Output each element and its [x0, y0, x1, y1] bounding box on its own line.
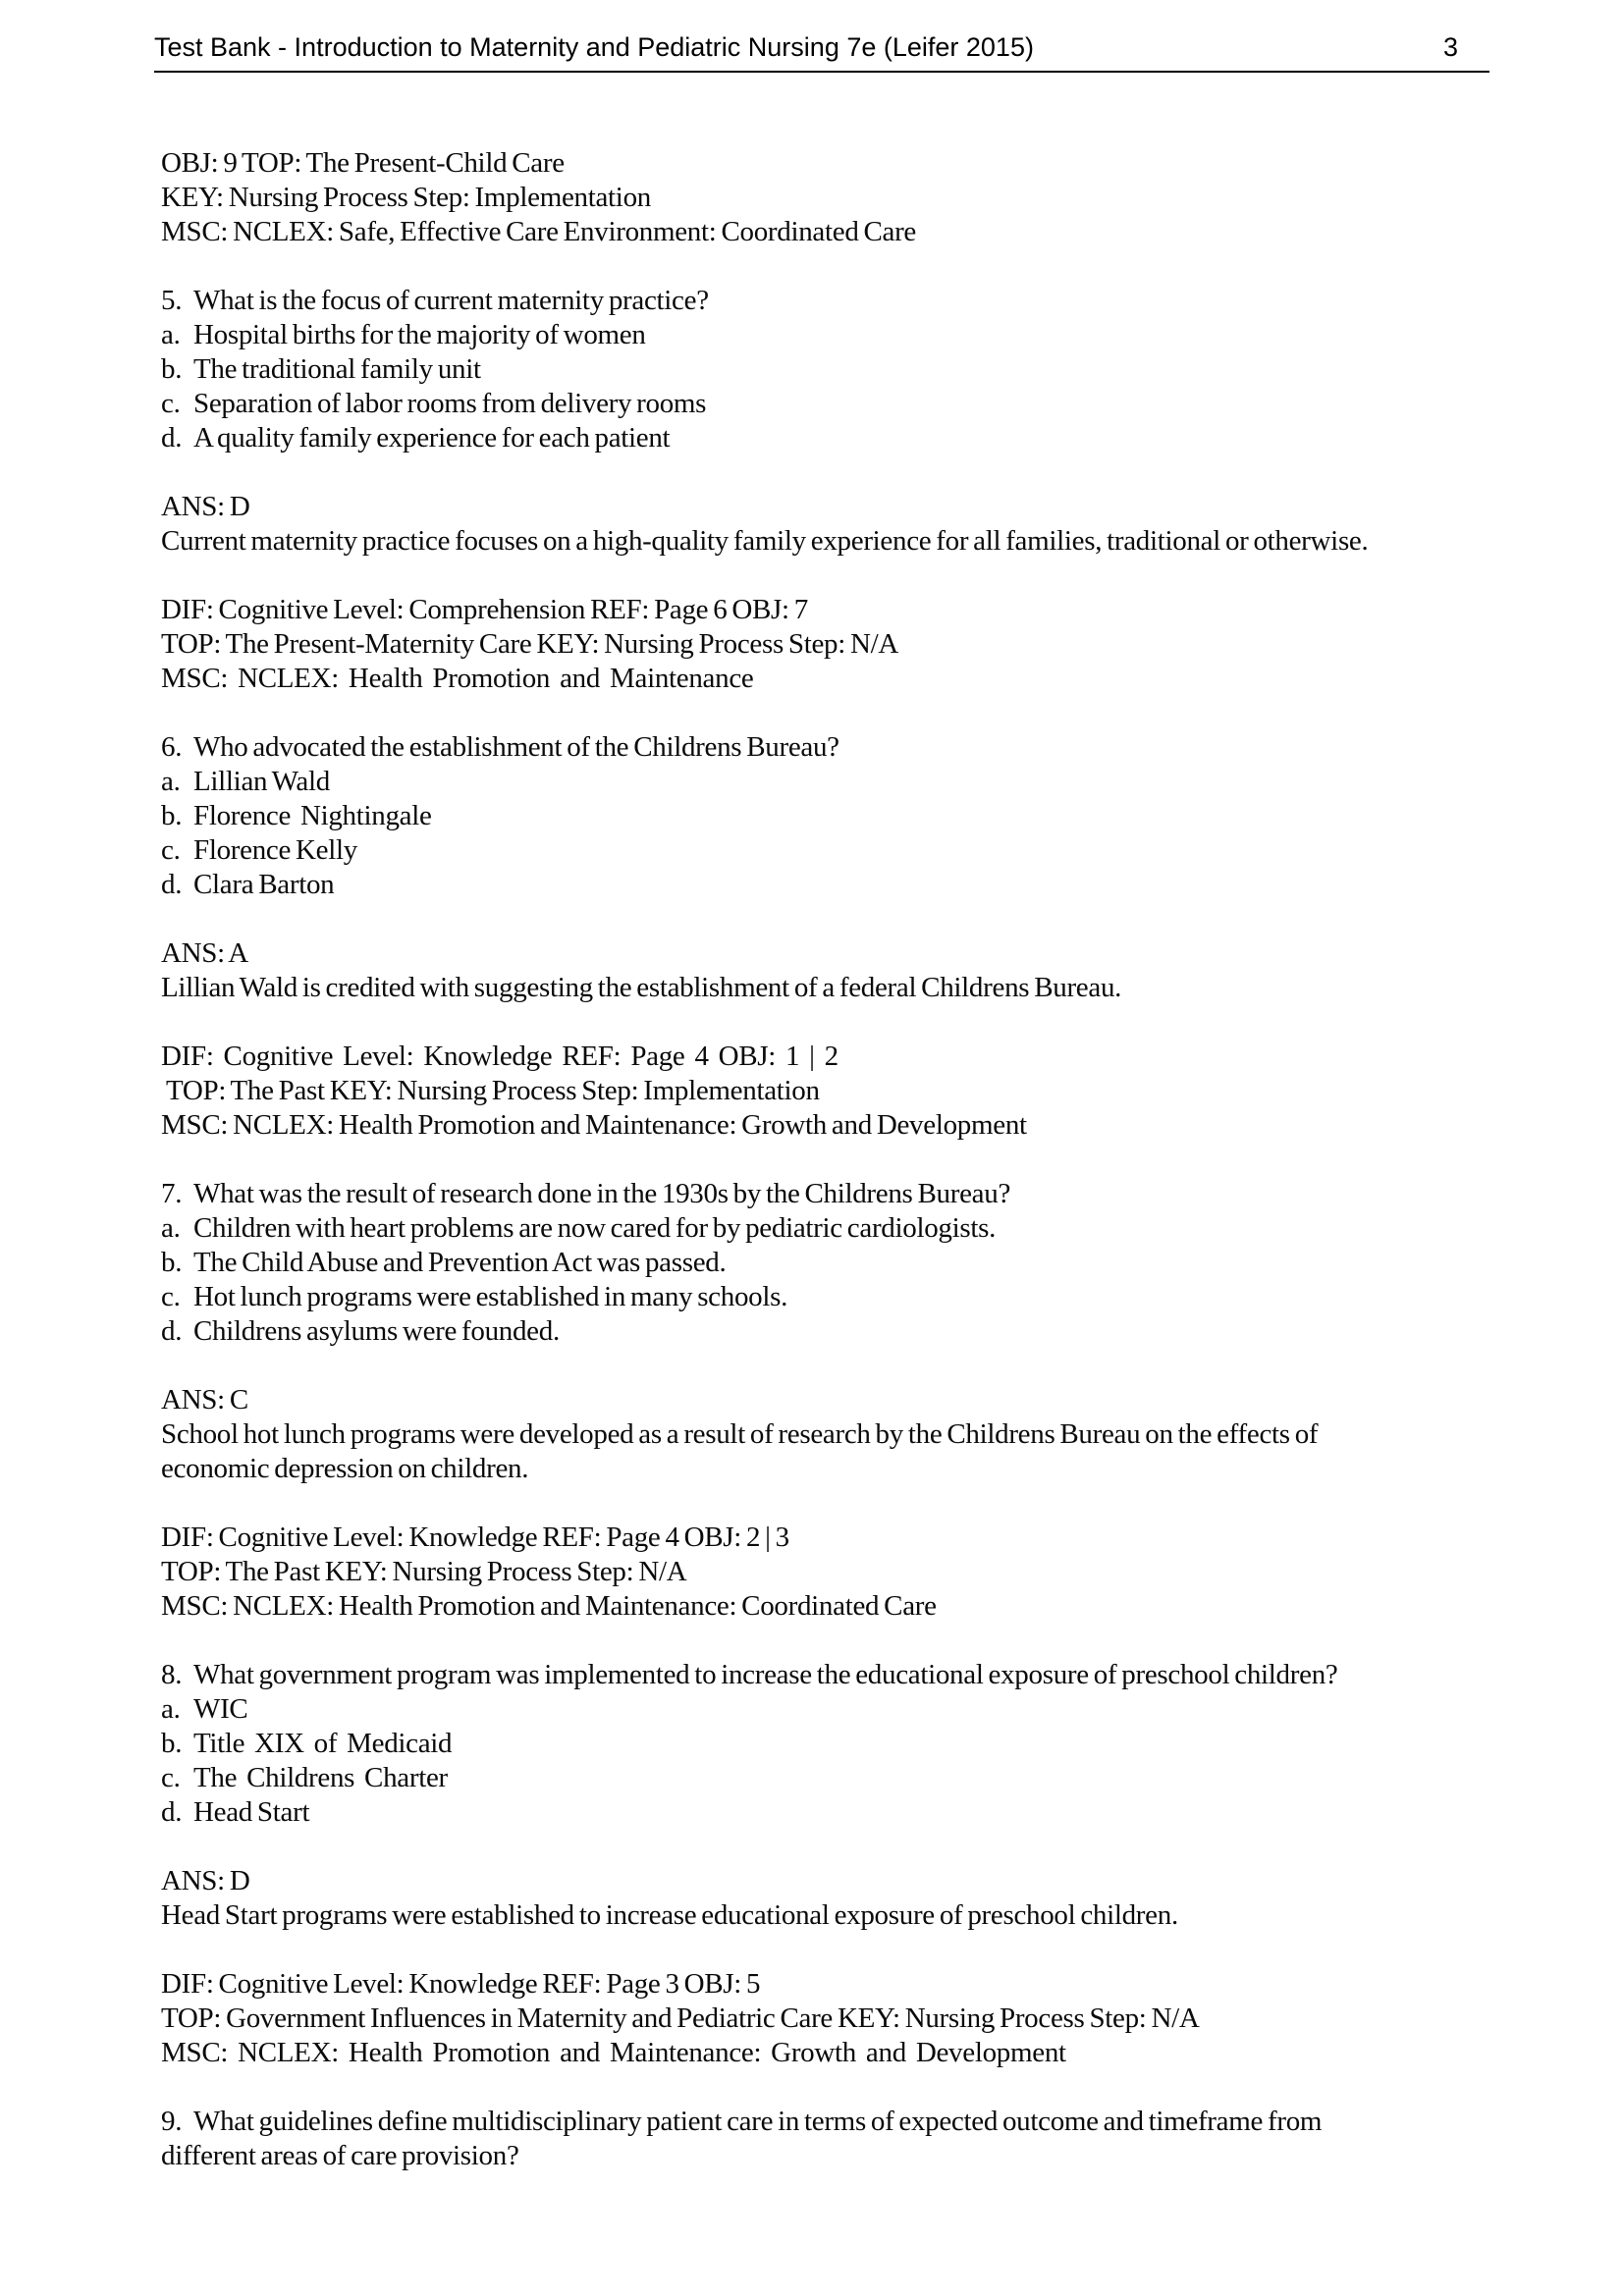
labeled-line [161, 1795, 1501, 1830]
text-line [161, 936, 1501, 971]
line-text: Hot lunch programs were established in many schools. [193, 1281, 788, 1312]
line-text: The Childrens Charter [193, 1762, 448, 1793]
line-text: Lillian Wald [193, 766, 330, 797]
option-label: c. [161, 834, 181, 866]
block-meta [161, 1040, 1501, 1143]
question-number: 6. [161, 731, 183, 763]
text-line [161, 1108, 1501, 1143]
labeled-line [161, 1692, 1501, 1727]
text-line [161, 1521, 1501, 1555]
line-text: School hot lunch programs were developed as a result of research by the Childrens Bureau on the effects of [161, 1418, 1319, 1450]
text-line [161, 1074, 1501, 1108]
line-text: TOP: Government Influences in Maternity and Pediatric Care KEY: Nursing Process Step: N/A [161, 2002, 1200, 2034]
line-text: What was the result of research done in the 1930s by the Childrens Bureau? [193, 1178, 1011, 1209]
text-line [161, 1452, 1501, 1486]
text-line [161, 2139, 1501, 2173]
line-text: TOP: The Past KEY: Nursing Process Step: Implementation [161, 1075, 820, 1106]
line-text: A quality family experience for each patient [193, 422, 671, 454]
text-line [161, 215, 1501, 249]
line-text: DIF: Cognitive Level: Knowledge REF: Page 3 OBJ: 5 [161, 1968, 761, 2000]
text-line [161, 1555, 1501, 1589]
line-text: WIC [193, 1693, 248, 1725]
option-label: c. [161, 1762, 181, 1793]
line-text: What is the focus of current maternity practice? [193, 285, 709, 316]
text-line [161, 1040, 1501, 1074]
labeled-line [161, 1177, 1501, 1211]
text-line [161, 971, 1501, 1005]
option-label: d. [161, 1315, 183, 1347]
block-answer [161, 490, 1501, 559]
labeled-line [161, 1211, 1501, 1246]
text-line [161, 662, 1501, 696]
line-text: TOP: The Past KEY: Nursing Process Step: N/A [161, 1556, 687, 1587]
line-text: ANS: C [161, 1384, 248, 1415]
question-number: 5. [161, 285, 183, 316]
line-text: MSC: NCLEX: Safe, Effective Care Environment: Coordinated Care [161, 216, 917, 247]
text-line [161, 1898, 1501, 1933]
document-body [161, 146, 1501, 2173]
block-question [161, 730, 1501, 902]
option-label: a. [161, 1212, 181, 1244]
text-line [161, 1864, 1501, 1898]
question-number: 7. [161, 1178, 183, 1209]
line-text: Clara Barton [193, 869, 335, 900]
text-line [161, 2002, 1501, 2036]
line-text: OBJ: 9 TOP: The Present-Child Care [161, 147, 565, 179]
text-line [161, 2036, 1501, 2070]
labeled-line [161, 1658, 1501, 1692]
block-meta [161, 146, 1501, 249]
text-line [161, 593, 1501, 627]
block-question [161, 1177, 1501, 1349]
option-label: d. [161, 869, 183, 900]
line-text: MSC: NCLEX: Health Promotion and Maintenance: Coordinated Care [161, 1590, 937, 1622]
question-number: 8. [161, 1659, 183, 1690]
block-meta [161, 593, 1501, 696]
labeled-line [161, 421, 1501, 455]
line-text: MSC: NCLEX: Health Promotion and Maintenance: Growth and Development [161, 1109, 1027, 1141]
text-line [161, 146, 1501, 181]
line-text: Children with heart problems are now cared for by pediatric cardiologists. [193, 1212, 997, 1244]
option-label: b. [161, 1728, 183, 1759]
line-text: Head Start programs were established to increase educational exposure of preschool children. [161, 1899, 1178, 1931]
labeled-line [161, 1761, 1501, 1795]
line-text: Who advocated the establishment of the Childrens Bureau? [193, 731, 839, 763]
line-text: DIF: Cognitive Level: Comprehension REF: Page 6 OBJ: 7 [161, 594, 808, 625]
header-title: Test Bank - Introduction to Maternity and Pediatric Nursing 7e (Leifer 2015) [154, 32, 1034, 62]
text-line [161, 627, 1501, 662]
line-text: TOP: The Present-Maternity Care KEY: Nursing Process Step: N/A [161, 628, 899, 660]
line-text: Current maternity practice focuses on a high-quality family experience for all families, traditional or otherwise. [161, 525, 1369, 557]
labeled-line [161, 387, 1501, 421]
line-text: Childrens asylums were founded. [193, 1315, 560, 1347]
line-text: The Child Abuse and Prevention Act was passed. [193, 1247, 727, 1278]
line-text: ANS: D [161, 491, 250, 522]
block-answer [161, 1864, 1501, 1933]
labeled-line [161, 318, 1501, 352]
option-label: a. [161, 766, 181, 797]
block-question [161, 1658, 1501, 1830]
labeled-line [161, 2105, 1501, 2139]
line-text: ANS: D [161, 1865, 250, 1896]
option-label: d. [161, 422, 183, 454]
line-text: Lillian Wald is credited with suggesting the establishment of a federal Childrens Bureau. [161, 972, 1122, 1003]
line-text: What guidelines define multidisciplinary patient care in terms of expected outcome and timeframe from [193, 2106, 1323, 2137]
option-label: b. [161, 1247, 183, 1278]
question-number: 9. [161, 2106, 183, 2137]
labeled-line [161, 1246, 1501, 1280]
text-line [161, 181, 1501, 215]
block-meta [161, 1521, 1501, 1624]
block-answer [161, 936, 1501, 1005]
text-line [161, 524, 1501, 559]
line-text: KEY: Nursing Process Step: Implementation [161, 182, 651, 213]
text-line [161, 1383, 1501, 1417]
line-text: Florence Kelly [193, 834, 357, 866]
line-text: What government program was implemented to increase the educational exposure of preschool children? [193, 1659, 1338, 1690]
line-text: Florence Nightingale [193, 800, 432, 831]
text-line [161, 490, 1501, 524]
option-label: b. [161, 353, 183, 385]
line-text: economic depression on children. [161, 1453, 529, 1484]
line-text: MSC: NCLEX: Health Promotion and Maintenance [161, 663, 754, 694]
option-label: a. [161, 1693, 181, 1725]
line-text: different areas of care provision? [161, 2140, 519, 2171]
page-header [154, 32, 1489, 73]
line-text: MSC: NCLEX: Health Promotion and Maintenance: Growth and Development [161, 2037, 1066, 2068]
option-label: c. [161, 388, 181, 419]
line-text: ANS: A [161, 937, 248, 969]
line-text: Head Start [193, 1796, 310, 1828]
page-number: 3 [1442, 32, 1458, 62]
option-label: b. [161, 800, 183, 831]
option-label: d. [161, 1796, 183, 1828]
text-line [161, 1417, 1501, 1452]
option-label: a. [161, 319, 181, 350]
text-line [161, 1967, 1501, 2002]
block-question [161, 2105, 1501, 2173]
line-text: The traditional family unit [193, 353, 481, 385]
block-meta [161, 1967, 1501, 2070]
block-question [161, 284, 1501, 455]
line-text: Hospital births for the majority of women [193, 319, 646, 350]
labeled-line [161, 765, 1501, 799]
option-label: c. [161, 1281, 181, 1312]
line-text: Title XIX of Medicaid [193, 1728, 453, 1759]
labeled-line [161, 1280, 1501, 1314]
labeled-line [161, 1314, 1501, 1349]
labeled-line [161, 730, 1501, 765]
block-answer [161, 1383, 1501, 1486]
line-text: Separation of labor rooms from delivery rooms [193, 388, 707, 419]
labeled-line [161, 833, 1501, 868]
labeled-line [161, 1727, 1501, 1761]
line-text: DIF: Cognitive Level: Knowledge REF: Page 4 OBJ: 1 | 2 [161, 1041, 839, 1072]
labeled-line [161, 868, 1501, 902]
labeled-line [161, 799, 1501, 833]
labeled-line [161, 284, 1501, 318]
labeled-line [161, 352, 1501, 387]
text-line [161, 1589, 1501, 1624]
line-text: DIF: Cognitive Level: Knowledge REF: Page 4 OBJ: 2 | 3 [161, 1522, 789, 1553]
